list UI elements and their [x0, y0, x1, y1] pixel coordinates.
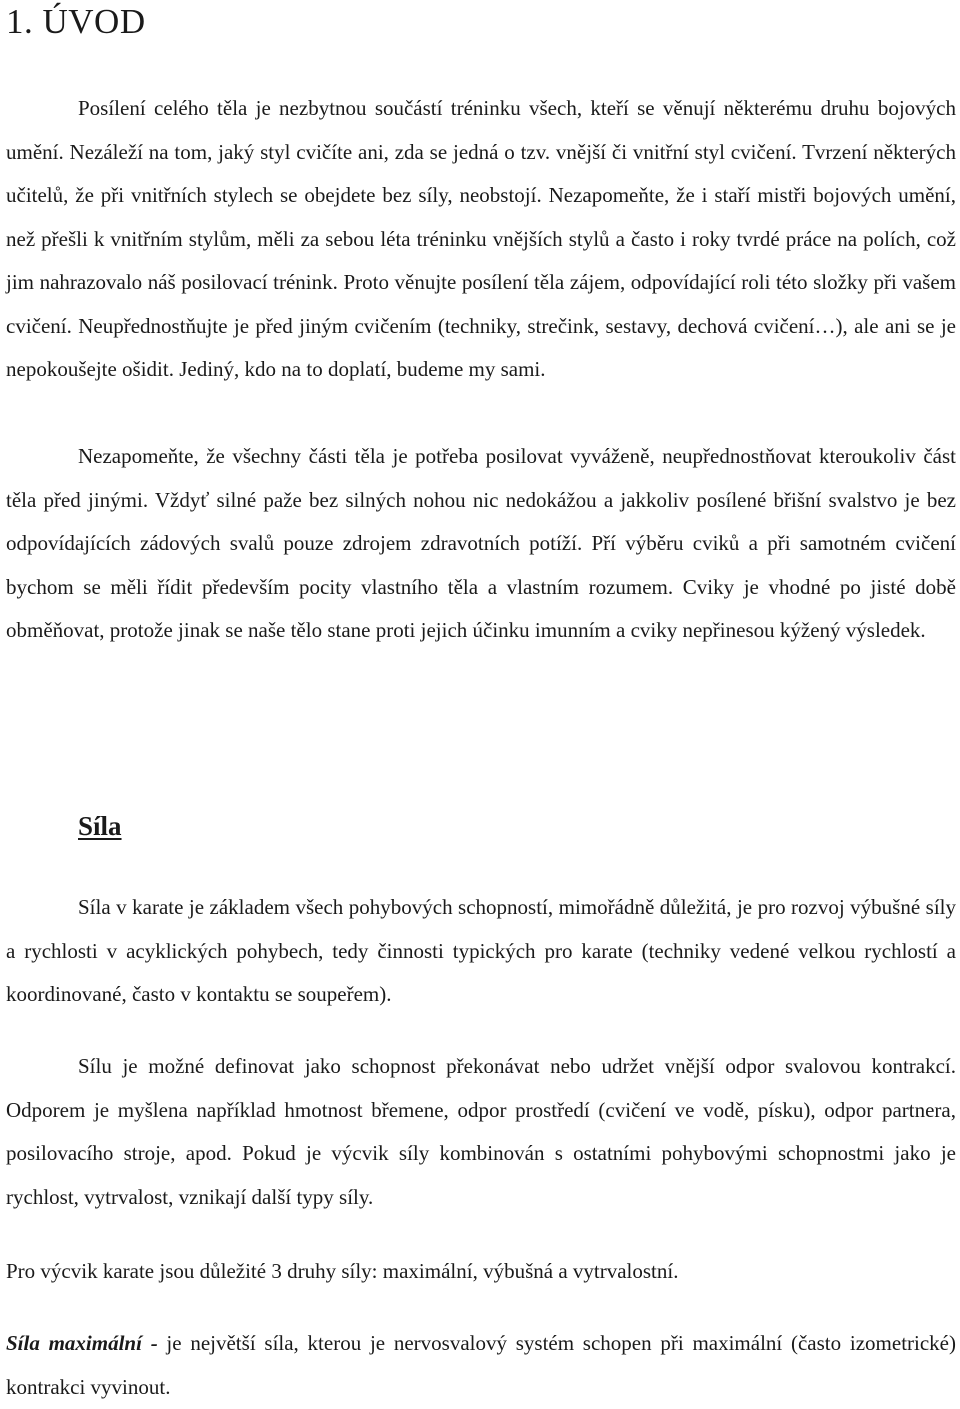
sila-maximalni-paragraph: [6, 1322, 956, 1409]
sila-paragraph-1: Síla v karate je základem všech pohybových schopností, mimořádně důležitá, je pro rozvoj výbušné síly a rychlosti v acyklických pohybech, tedy činnosti typických pro karate (techniky vedené velkou rychlostí a koordinované, často v kontaktu se soupeřem).: [6, 895, 956, 1006]
sila-maximalni-definition: je největší síla, kterou je nervosvalový systém schopen při maximální (často izometrické) kontrakci vyvinout.: [6, 1331, 956, 1399]
intro-paragraph-2: Nezapomeňte, že všechny části těla je potřeba posilovat vyváženě, neupřednostňovat kteroukoliv část těla před jinými. Vždyť silné paže bez silných nohou nic nedokážou a jakkoliv posílené břišní svalstvo je bez odpovídajících zádových svalů pouze zdrojem zdravotních potíží. Pří výběru cviků a při samotném cvičení bychom se měli řídit především pocity vlastního těla a vlastním rozumem. Cviky je vhodné po jisté době obměňovat, protože jinak se naše tělo stane proti jejich účinku imunním a cviky nepřinesou kýžený výsledek.: [6, 444, 956, 642]
section-heading-sila: Síla: [78, 811, 122, 841]
sila-paragraph-3: Pro výcvik karate jsou důležité 3 druhy síly: maximální, výbušná a vytrvalostní.: [6, 1259, 679, 1283]
term-sila-maximalni: Síla maximální -: [6, 1331, 158, 1355]
chapter-title: 1. ÚVOD: [6, 2, 146, 41]
intro-paragraph-1: Posílení celého těla je nezbytnou součástí tréninku všech, kteří se věnují některému druhu bojových umění. Nezáleží na tom, jaký styl cvičíte ani, zda se jedná o tzv. vnější či vnitřní styl cvičení. Tvrzení některých učitelů, že při vnitřních stylech se obejdete bez síly, neobstojí. Nezapomeňte, že i staří mistři bojových umění, než přešli k vnitřním stylům, měli za sebou léta tréninku vnějších stylů a často i roky tvrdé práce na polích, což jim nahrazovalo náš posilovací trénink. Proto věnujte posílení těla zájem, odpovídající roli této složky při vašem cvičení. Neupřednostňujte je před jiným cvičením (techniky, strečink, sestavy, dechová cvičení…), ale ani se je nepokoušejte ošidit. Jediný, kdo na to doplatí, budeme my sami.: [6, 96, 956, 381]
sila-paragraph-2: Sílu je možné definovat jako schopnost překonávat nebo udržet vnější odpor svalovou kontrakcí. Odporem je myšlena například hmotnost břemene, odpor prostředí (cvičení ve vodě, písku), odpor partnera, posilovacího stroje, apod. Pokud je výcvik síly kombinován s ostatními pohybovými schopnostmi jako je rychlost, vytrvalost, vznikají další typy síly.: [6, 1054, 956, 1209]
